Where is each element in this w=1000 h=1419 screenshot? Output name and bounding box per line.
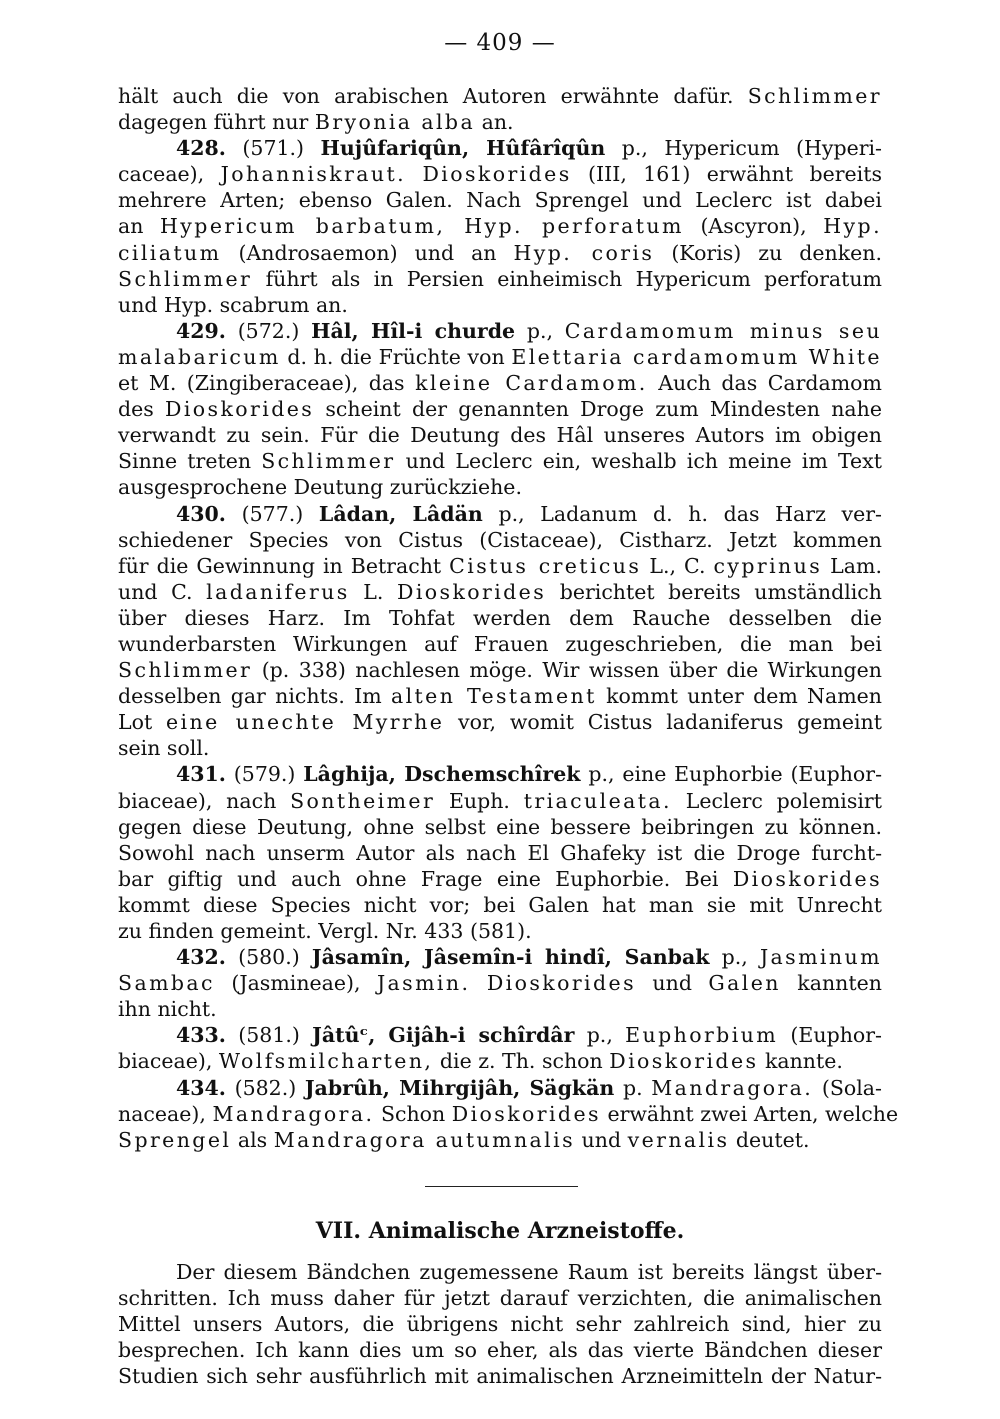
- text-line: ciliatum (Androsaemon) und an Hyp. coris (Koris) zu denken.: [118, 240, 882, 265]
- text-line: wunderbarsten Wirkungen auf Frauen zugeschrieben, die man bei: [118, 631, 882, 656]
- text-line: ihn nicht.: [118, 997, 217, 1022]
- text-line: dagegen führt nur Bryonia alba an.: [118, 110, 514, 135]
- text-line: sein soll.: [118, 736, 210, 761]
- text-line: des Dioskorides scheint der genannten Droge zum Mindesten nahe: [118, 397, 882, 422]
- text-line: und Hyp. scabrum an.: [118, 292, 348, 317]
- text-line: zu finden gemeint. Vergl. Nr. 433 (581).: [118, 919, 532, 943]
- text-line: malabaricum d. h. die Früchte von Elettaria cardamomum White: [118, 344, 882, 369]
- entry-434-heading: 434. (582.) Jabrûh, Mihrgijâh, Sägkän p. Mandragora. (Sola-: [176, 1075, 882, 1100]
- text-line: biaceae), nach Sontheimer Euph. triaculeata. Leclerc polemisirt: [118, 788, 882, 813]
- entry-432-heading: 432. (580.) Jâsamîn, Jâsemîn-i hindî, Sanbak p., Jasminum: [176, 945, 882, 970]
- entry-433-heading: 433. (581.) Jâtûᶜ, Gijâh-i schîrdâr p., Euphorbium (Euphor-: [176, 1023, 882, 1048]
- text-line: Sinne treten Schlimmer und Leclerc ein, weshalb ich meine im Text: [118, 449, 882, 474]
- text-line: Lot eine unechte Myrrhe vor, womit Cistus ladaniferus gemeint: [118, 710, 882, 735]
- entry-429-heading: 429. (572.) Hâl, Hîl-i churde p., Cardamomum minus seu: [176, 318, 882, 343]
- text-line: für die Gewinnung in Betracht Cistus creticus L., C. cyprinus Lam.: [118, 553, 882, 578]
- section-divider: [425, 1186, 578, 1187]
- text-line: und C. ladaniferus L. Dioskorides berichtet bereits umständlich: [118, 579, 882, 604]
- text-line: naceae), Mandragora. Schon Dioskorides erwähnt zwei Arten, welche: [118, 1101, 899, 1126]
- text-line: Sprengel als Mandragora autumnalis und vernalis deutet.: [118, 1127, 810, 1152]
- text-line: et M. (Zingiberaceae), das kleine Cardamom. Auch das Cardamom: [118, 371, 882, 396]
- text-line: schiedener Species von Cistus (Cistaceae), Cistharz. Jetzt kommen: [118, 527, 882, 552]
- text-line: gegen diese Deutung, ohne selbst eine bessere beibringen zu können.: [118, 814, 882, 839]
- text-line: Studien sich sehr ausführlich mit animalischen Arzneimitteln der Natur-: [118, 1364, 882, 1389]
- entry-430-heading: 430. (577.) Lâdan, Lâdän p., Ladanum d. h. das Harz ver-: [176, 501, 882, 526]
- entry-431-heading: 431. (579.) Lâghija, Dschemschîrek p., eine Euphorbie (Euphor-: [176, 762, 882, 787]
- text-line: an Hypericum barbatum, Hyp. perforatum (Ascyron), Hyp.: [118, 214, 882, 239]
- text-line: hält auch die von arabischen Autoren erwähnte dafür. Schlimmer: [118, 84, 882, 108]
- text-line: Sambac (Jasmineae), Jasmin. Dioskorides und Galen kannten: [118, 971, 882, 996]
- text-line: besprechen. Ich kann dies um so eher, als das vierte Bändchen dieser: [118, 1338, 882, 1363]
- text-line: Mittel unsers Autors, die übrigens nicht sehr zahlreich sind, hier zu: [118, 1312, 882, 1337]
- text-line: Schlimmer (p. 338) nachlesen möge. Wir wissen über die Wirkungen: [118, 658, 882, 683]
- text-line: ausgesprochene Deutung zurückziehe.: [118, 475, 522, 500]
- entry-428-heading: 428. (571.) Hujûfariqûn, Hûfârîqûn p., Hypericum (Hyperi-: [176, 136, 882, 161]
- text-line: Der diesem Bändchen zugemessene Raum ist bereits längst über-: [176, 1260, 882, 1284]
- main-text: [118, 83, 899, 1153]
- page-number: — 409 —: [444, 30, 556, 56]
- text-line: Sowohl nach unserm Autor als nach El Ghafeky ist die Droge furcht-: [118, 840, 882, 865]
- text-line: mehrere Arten; ebenso Galen. Nach Sprengel und Leclerc ist dabei: [118, 188, 882, 213]
- section-title: VII. Animalische Arzneistoffe.: [315, 1218, 685, 1244]
- text-line: schritten. Ich muss daher für jetzt darauf verzichten, die animalischen: [118, 1286, 882, 1311]
- text-line: desselben gar nichts. Im alten Testament kommt unter dem Namen: [118, 684, 882, 709]
- text-line: über dieses Harz. Im Tohfat werden dem Rauche desselben die: [118, 605, 882, 630]
- text-line: verwandt zu sein. Für die Deutung des Hâl unseres Autors im obigen: [118, 423, 882, 448]
- text-line: Schlimmer führt als in Persien einheimisch Hypericum perforatum: [118, 266, 882, 291]
- section-text: [118, 1259, 882, 1389]
- text-line: bar giftig und auch ohne Frage eine Euphorbie. Bei Dioskorides: [118, 866, 882, 891]
- text-line: kommt diese Species nicht vor; bei Galen hat man sie mit Unrecht: [118, 892, 882, 917]
- text-line: biaceae), Wolfsmilcharten, die z. Th. schon Dioskorides kannte.: [118, 1049, 843, 1074]
- text-line: caceae), Johanniskraut. Dioskorides (III, 161) erwähnt bereits: [118, 162, 882, 187]
